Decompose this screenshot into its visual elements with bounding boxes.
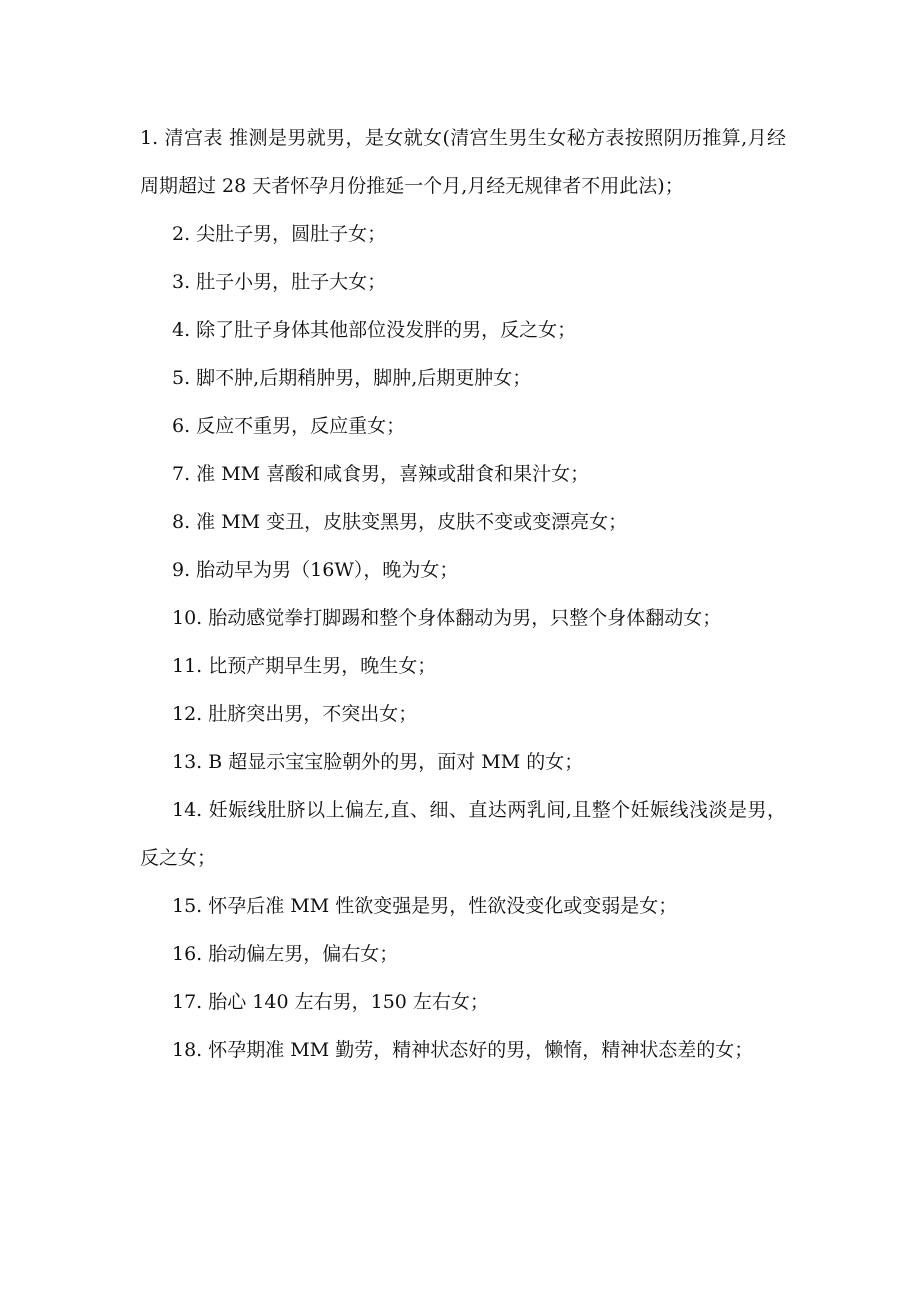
list-item-11: 11. 比预产期早生男，晚生女；: [172, 655, 437, 677]
list-item-5: 5. 脚不肿,后期稍肿男，脚肿,后期更肿女；: [172, 367, 532, 389]
document-body: [140, 114, 786, 1074]
list-item-7: 7. 准 MM 喜酸和咸食男，喜辣或甜食和果汁女；: [172, 463, 590, 485]
list-item-13: 13. B 超显示宝宝脸朝外的男，面对 MM 的女；: [172, 751, 584, 773]
list-item-10: 10. 胎动感觉拳打脚踢和整个身体翻动为男，只整个身体翻动女；: [172, 607, 722, 629]
list-item-4: 4. 除了肚子身体其他部位没发胖的男，反之女；: [172, 319, 577, 341]
list-item-3: 3. 肚子小男，肚子大女；: [172, 271, 387, 293]
list-item-2: 2. 尖肚子男，圆肚子女；: [172, 223, 387, 245]
list-item-15: 15. 怀孕后准 MM 性欲变强是男，性欲没变化或变弱是女；: [172, 895, 678, 917]
list-item-16: 16. 胎动偏左男，偏右女；: [172, 943, 399, 965]
list-item-18: 18. 怀孕期准 MM 勤劳，精神状态好的男，懒惰，精神状态差的女；: [172, 1039, 754, 1061]
list-item-9: 9. 胎动早为男（16W），晚为女；: [172, 559, 459, 581]
list-item-8: 8. 准 MM 变丑，皮肤变黑男，皮肤不变或变漂亮女；: [172, 511, 628, 533]
list-item-12: 12. 肚脐突出男，不突出女；: [172, 703, 418, 725]
list-item-1: 1. 清宫表 推测是男就男，是女就女(清宫生男生女秘方表按照阴历推算,月经周期超过 28 天者怀孕月份推延一个月,月经无规律者不用此法)；: [140, 127, 786, 197]
list-item-14: 14. 妊娠线肚脐以上偏左,直、细、直达两乳间,且整个妊娠线浅淡是男，反之女；: [140, 799, 786, 869]
list-item-17: 17. 胎心 140 左右男，150 左右女；: [172, 991, 489, 1013]
list-item-6: 6. 反应不重男，反应重女；: [172, 415, 406, 437]
